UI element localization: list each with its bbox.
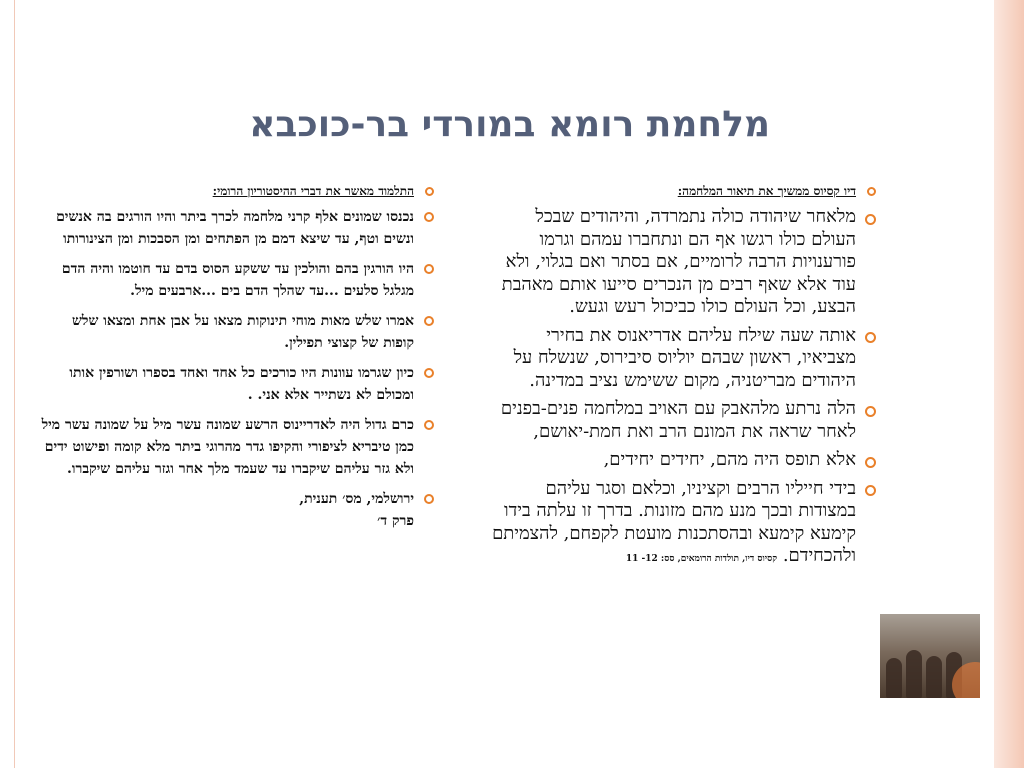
paragraph <box>40 310 434 354</box>
bullet-icon <box>865 457 876 468</box>
paragraph-text: כרם גדול היה לאדריינוס הרשע שמונה עשר מיל על שמונה עשר מיל כמן טיבריא לציפורי והקיפו גדר מהרוגי ביתר מלא קומה ופישוט ידים ולא גזר עליהם שיקברו עד שעמד מלך אחר וגזר עליהם שיקברו. <box>41 417 414 477</box>
paragraph <box>40 206 434 250</box>
citation-line: ירושלמי, מס׳ תענית, <box>299 491 414 507</box>
bullet-icon <box>865 406 876 417</box>
paragraph <box>40 362 434 406</box>
bullet-icon <box>424 368 434 378</box>
citation <box>40 488 434 532</box>
paragraph <box>492 206 876 319</box>
paragraph <box>492 325 876 393</box>
battle-scene-image <box>880 614 980 698</box>
paragraph <box>40 414 434 480</box>
citation-line: פרק ד׳ <box>377 513 414 529</box>
figure-silhouette <box>886 658 902 698</box>
left-column <box>40 183 434 540</box>
bullet-icon <box>867 187 876 196</box>
paragraph <box>40 258 434 302</box>
figure-silhouette <box>926 656 942 698</box>
heading-text: דיו קסיוס ממשיך את תיאור המלחמה: <box>677 184 856 198</box>
right-column <box>492 183 876 577</box>
source-citation: קסיוס דיו, תולדות הרומאים, סס: 12- 11 <box>625 554 778 564</box>
paragraph-text: כיון שגרמו עוונות היו כורכים כל אחד ואחד בספרו ושורפין אותו ומכולם לא נשתייר אלא אני. . <box>69 365 414 403</box>
paragraph <box>492 478 876 571</box>
bullet-icon <box>425 187 434 196</box>
right-column-heading <box>492 183 876 199</box>
bullet-icon <box>865 485 876 496</box>
paragraph-text: היו הורגין בהם והולכין עד ששקע הסוס בדם עד חוטמו והיה הדם מגלגל סלעים ...עד שהלך הדם בים ...ארבעים מיל. <box>61 261 414 299</box>
paragraph-text: אלא תופס היה מהם, יחידים יחידים, <box>603 449 856 470</box>
bullet-icon <box>424 316 434 326</box>
figure-silhouette <box>906 650 922 698</box>
paragraph <box>492 398 876 443</box>
paragraph-text: בידי חייליו הרבים וקציניו, וכלאם וסגר עליהם במצודות ובכך מנע מהם מזונות. בדרך זו עלתה בידו קימעא קימעא ובהסתכנות מועטת לקפחם, להצמיתם ולהכחידם. <box>492 477 856 566</box>
bullet-icon <box>424 494 434 504</box>
paragraph-text: מלאחר שיהודה כולה נתמרדה, והיהודים שבכל העולם כולו רגשו אף הם ונתחברו עמהם וגרמו פורענויות הרבה לרומיים, אם בסתר ואם בגלוי, ולא עוד אלא שאף רבים מן הנכרים סייעו אותם מאהבת הבצע, וכל העולם כולו כביכול רעש וגעש. <box>501 206 856 317</box>
bullet-icon <box>865 214 876 225</box>
decorative-side-stripe <box>994 0 1024 768</box>
paragraph-text: הלה נרתע מלהאבק עם האויב במלחמה פנים-בפנים לאחר שראה את המונם הרב ואת חמת-יאושם, <box>500 398 856 442</box>
paragraph-text: נכנסו שמונים אלף קרני מלחמה לכרך ביתר והיו הורגים בה אנשים ונשים וטף, עד שיצא דמם מן הפתחים ומן הסבכות ומן הצינורותו <box>56 209 414 247</box>
left-column-heading <box>40 183 434 199</box>
bullet-icon <box>424 212 434 222</box>
heading-text: התלמוד מאשר את דברי ההיסטוריון הרומי: <box>212 184 414 198</box>
paragraph-text: אותה שעה שילח עליהם אדריאנוס את בחירי מצביאיו, ראשון שבהם יוליוס סיבירוס, שנשלח על היהודים מבריטניה, מקום ששימש נציב במדינה. <box>513 324 856 391</box>
bullet-icon <box>424 420 434 430</box>
slide-title: מלחמת רומא במורדי בר-כוכבא <box>249 104 770 145</box>
bullet-icon <box>424 264 434 274</box>
bullet-icon <box>865 332 876 343</box>
paragraph-text: אמרו שלש מאות מוחי תינוקות מצאו על אבן אחת ומצאו שלש קופות של קצוצי תפילין. <box>71 313 414 351</box>
paragraph <box>492 449 876 472</box>
